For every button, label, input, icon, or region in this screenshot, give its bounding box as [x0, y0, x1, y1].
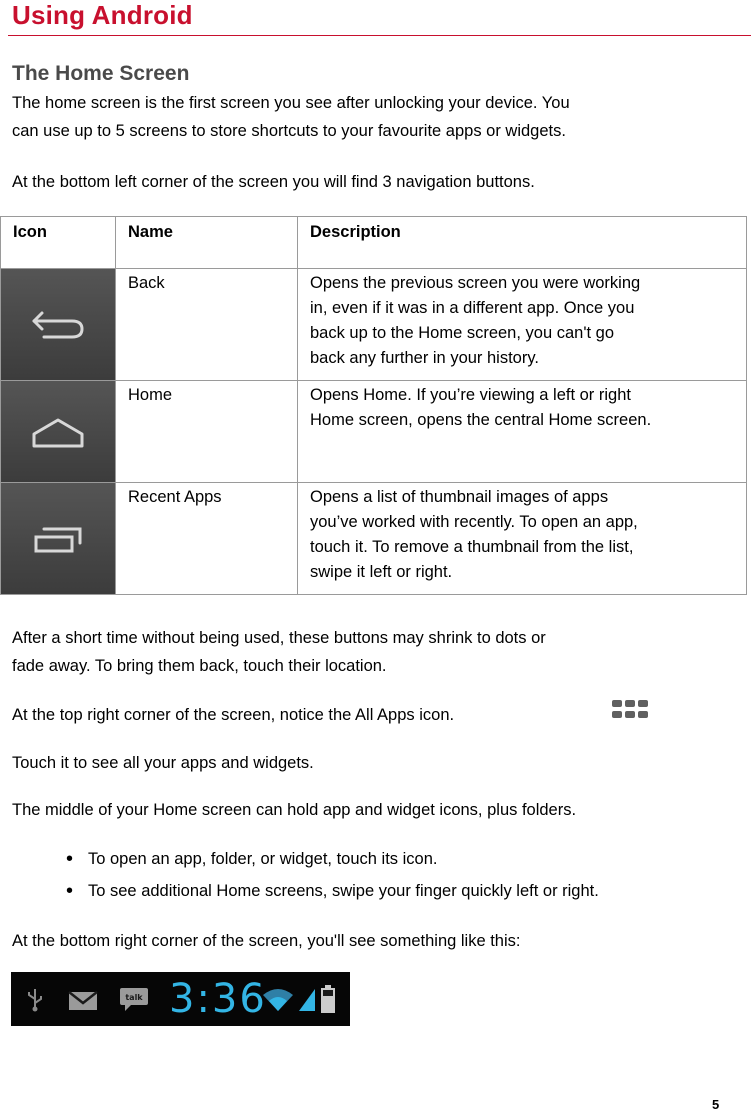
icon-cell	[1, 483, 116, 595]
bullet-dot: •	[66, 848, 74, 870]
page-title: Using Android	[12, 0, 193, 30]
touch-text: Touch it to see all your apps and widgets.	[12, 754, 314, 772]
wifi-icon	[261, 987, 295, 1013]
list-item: To see additional Home screens, swipe your finger quickly left or right.	[88, 882, 599, 900]
section-heading: The Home Screen	[12, 62, 190, 85]
navigation-buttons-table	[0, 216, 747, 595]
shrink-line-1: After a short time without being used, these buttons may shrink to dots or	[12, 629, 546, 647]
recent-apps-icon	[1, 483, 115, 594]
title-divider	[8, 35, 751, 36]
page-number: 5	[712, 1097, 720, 1112]
bullet-dot: •	[66, 880, 74, 902]
row-name: Recent Apps	[116, 483, 298, 595]
row-description: Opens Home. If you’re viewing a left or right Home screen, opens the central Home screen.	[298, 381, 747, 483]
shrink-line-2: fade away. To bring them back, touch their location.	[12, 657, 387, 675]
all-apps-icon	[610, 699, 650, 725]
nav-intro: At the bottom left corner of the screen you will find 3 navigation buttons.	[12, 173, 535, 191]
status-bar-image	[11, 972, 350, 1026]
row-description: Opens the previous screen you were working in, even if it was in a different app. Once you back up to the Home screen, you can't go back any further in your history.	[298, 269, 747, 381]
table-row	[1, 269, 747, 381]
header-icon: Icon	[1, 217, 116, 269]
clock-time: 3:36	[169, 976, 267, 1022]
table-row	[1, 483, 747, 595]
gmail-icon	[68, 991, 98, 1011]
back-icon	[1, 269, 115, 380]
table-row	[1, 381, 747, 483]
middle-text: The middle of your Home screen can hold app and widget icons, plus folders.	[12, 801, 577, 819]
intro-line-1: The home screen is the first screen you see after unlocking your device. You	[12, 94, 570, 112]
usb-icon	[25, 987, 45, 1013]
svg-text:talk: talk	[125, 993, 143, 1002]
table-header-row	[1, 217, 747, 269]
bottom-right-text: At the bottom right corner of the screen, you'll see something like this:	[12, 932, 521, 950]
header-name: Name	[116, 217, 298, 269]
row-name: Home	[116, 381, 298, 483]
home-icon	[1, 381, 115, 482]
list-item: To open an app, folder, or widget, touch its icon.	[88, 850, 438, 868]
battery-icon	[320, 984, 336, 1014]
talk-icon	[119, 986, 149, 1014]
signal-icon	[297, 987, 317, 1013]
row-description: Opens a list of thumbnail images of apps you’ve worked with recently. To open an app, touch it. To remove a thumbnail from the list, swipe it left or right.	[298, 483, 747, 595]
icon-cell	[1, 381, 116, 483]
header-description: Description	[298, 217, 747, 269]
allapps-text: At the top right corner of the screen, notice the All Apps icon.	[12, 706, 455, 724]
intro-line-2: can use up to 5 screens to store shortcuts to your favourite apps or widgets.	[12, 122, 566, 140]
icon-cell	[1, 269, 116, 381]
row-name: Back	[116, 269, 298, 381]
